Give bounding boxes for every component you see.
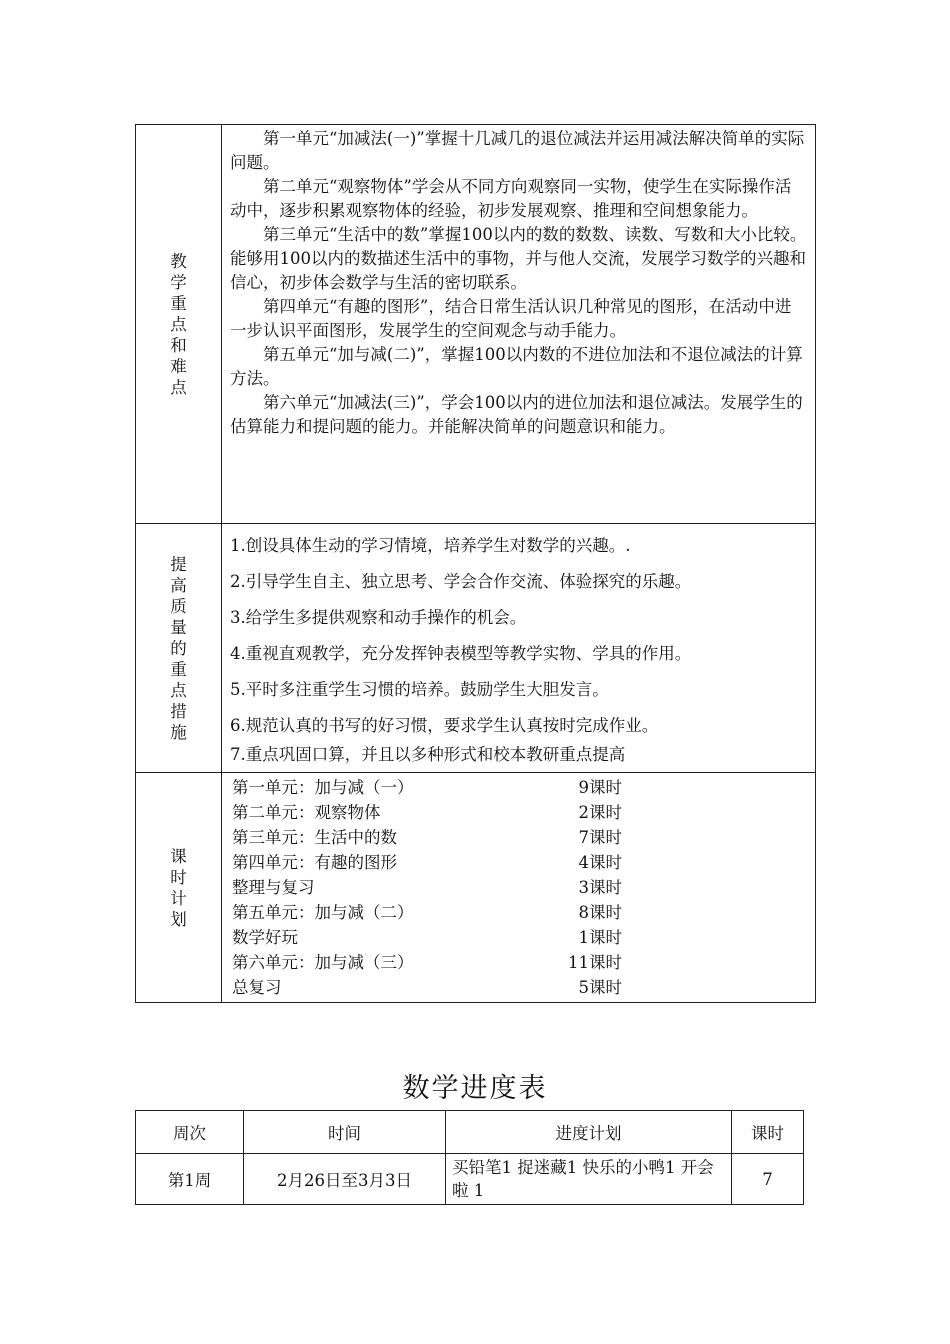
progress-table-title: 数学进度表 [402,1073,548,1104]
schedule-unit: 第四单元：有趣的图形 [232,853,397,872]
key-point-paragraph: 第六单元“加减法(三)”，学会100以内的进位加法和退位减法。发展学生的估算能力和提问题的能力。并能解决简单的问题意识和能力。 [230,393,803,436]
schedule-item [232,800,807,825]
table-row [136,1154,804,1205]
schedule-item [232,975,807,1000]
schedule-hours: 9课时 [578,778,622,797]
progress-header-row [136,1111,804,1154]
schedule-item [232,825,807,850]
schedule-item [232,775,807,800]
measure-item: 1.创设具体生动的学习情境，培养学生对数学的兴趣。. [230,536,631,555]
schedule-label-cell [136,773,222,1003]
schedule-item [232,925,807,950]
schedule-unit: 整理与复习 [232,878,315,897]
schedule-hours: 11课时 [568,953,622,972]
header-week: 周次 [136,1111,244,1154]
schedule-hours: 1课时 [578,928,622,947]
measure-item: 7.重点巩固口算，并且以多种形式和校本教研重点提高 [230,745,626,764]
teaching-plan-table [135,124,816,1003]
schedule-hours: 4课时 [578,853,622,872]
key-point-paragraph: 第二单元“观察物体”学会从不同方向观察同一实物，使学生在实际操作活动中，逐步积累观察物体的经验，初步发展观察、推理和空间想象能力。 [230,177,792,220]
schedule-unit: 总复习 [232,978,282,997]
measure-item: 5.平时多注重学生习惯的培养。鼓励学生大胆发言。 [230,680,609,699]
measure-item: 6.规范认真的书写的好习惯，要求学生认真按时完成作业。 [230,716,659,735]
progress-table [135,1110,804,1205]
schedule-item [232,850,807,875]
key-points-label: 教学重点和难点 [170,251,187,397]
cell-time: 2月26日至3月3日 [244,1154,446,1205]
key-point-paragraph: 第五单元“加与减(二)”，掌握100以内数的不进位加法和不退位减法的计算方法。 [230,345,803,388]
header-plan: 进度计划 [446,1111,732,1154]
schedule-item [232,950,807,975]
schedule-unit: 第五单元：加与减（二） [232,903,414,922]
key-points-label-cell [136,125,222,524]
key-points-row [136,125,816,524]
measures-row [136,524,816,773]
header-time: 时间 [244,1111,446,1154]
schedule-unit: 数学好玩 [232,928,298,947]
schedule-hours: 8课时 [578,903,622,922]
cell-week: 第1周 [136,1154,244,1205]
key-point-paragraph: 第三单元“生活中的数”掌握100以内的数的数数、读数、写数和大小比较。能够用100以内的数描述生活中的事物，并与他人交流，发展学习数学的兴趣和信心，初步体会数学与生活的密切联系。 [230,225,807,292]
schedule-hours: 7课时 [578,828,622,847]
schedule-hours: 2课时 [578,803,622,822]
schedule-label: 课时计划 [170,846,187,929]
measure-item: 3.给学生多提供观察和动手操作的机会。 [230,608,527,627]
schedule-hours: 3课时 [578,878,622,897]
cell-hours: 7 [732,1154,804,1205]
schedule-unit: 第三单元：生活中的数 [232,828,397,847]
key-point-paragraph: 第四单元“有趣的图形”，结合日常生活认识几种常见的图形，在活动中进一步认识平面图形，发展学生的空间观念与动手能力。 [230,297,792,340]
schedule-item [232,875,807,900]
schedule-row [136,773,816,1003]
schedule-cell [222,773,816,1003]
schedule-unit: 第一单元：加与减（一） [232,778,414,797]
measures-cell [222,524,816,773]
measures-label-cell [136,524,222,773]
measure-item: 2.引导学生自主、独立思考、学会合作交流、体验探究的乐趣。 [230,572,692,591]
measures-label: 提高质量的重点措施 [170,554,187,742]
schedule-unit: 第六单元：加与减（三） [232,953,414,972]
key-points-cell [222,125,816,524]
measure-item: 4.重视直观教学，充分发挥钟表模型等教学实物、学具的作用。 [230,644,692,663]
schedule-unit: 第二单元：观察物体 [232,803,381,822]
schedule-item [232,900,807,925]
cell-plan: 买铅笔1 捉迷藏1 快乐的小鸭1 开会啦 1 [446,1154,732,1205]
key-point-paragraph: 第一单元“加减法(一)”掌握十几减几的退位减法并运用减法解决简单的实际问题。 [230,129,805,172]
schedule-hours: 5课时 [578,978,622,997]
header-hours: 课时 [732,1111,804,1154]
